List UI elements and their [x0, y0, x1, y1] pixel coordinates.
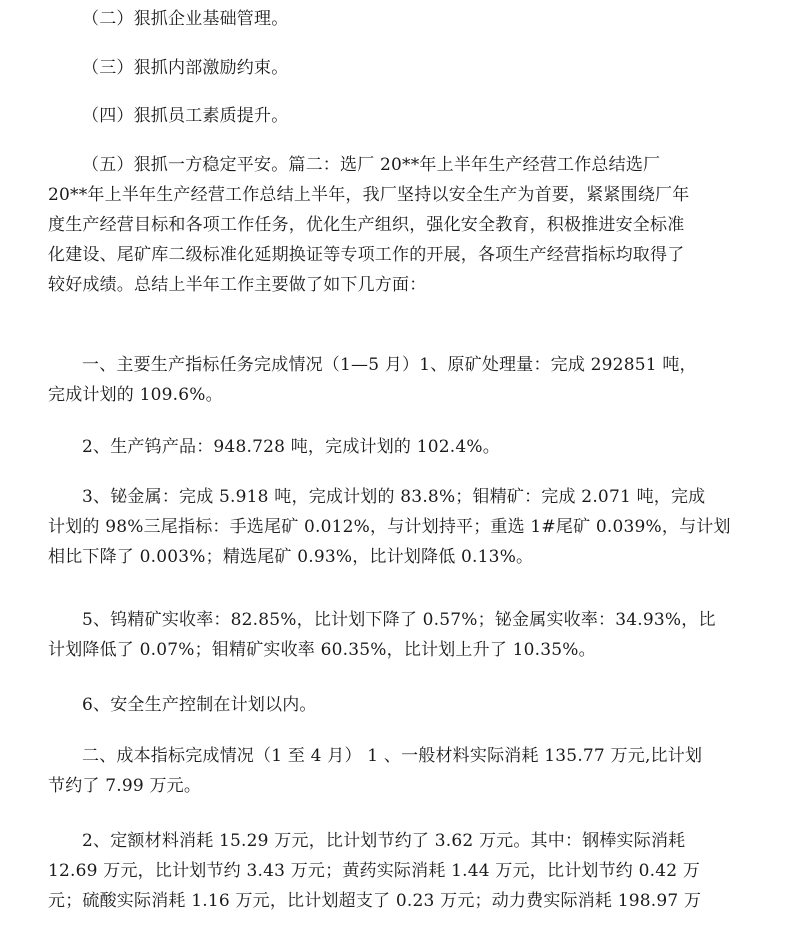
text-line: （四）狠抓员工素质提升。	[82, 106, 289, 126]
text-line: 完成计划的 109.6%。	[48, 385, 223, 405]
paragraph-section-3	[48, 53, 748, 83]
text-line: （三）狠抓内部激励约束。	[82, 58, 289, 78]
paragraph-section-2	[48, 4, 748, 34]
text-line: 5、钨精矿实收率：82.85%，比计划下降了 0.57%；铋金属实收率：34.93%，比	[82, 610, 716, 630]
paragraph-tungsten-output	[48, 432, 748, 462]
text-line: 计划的 98%三尾指标：手选尾矿 0.012%，与计划持平；重选 1#尾矿 0.039%，与计划	[48, 517, 731, 537]
text-line: 3、铋金属：完成 5.918 吨，完成计划的 83.8%；钼精矿：完成 2.071 吨，完成	[82, 487, 706, 507]
text-line: 化建设、尾矿库二级标准化延期换证等专项工作的开展，各项生产经营指标均取得了	[48, 245, 685, 265]
paragraph-cost-targets	[48, 741, 748, 801]
text-line: 2、生产钨产品：948.728 吨，完成计划的 102.4%。	[82, 437, 500, 457]
text-line: 二、成本指标完成情况（1 至 4 月） 1 、一般材料实际消耗 135.77 万元,比计划	[82, 746, 703, 766]
text-line: 度生产经营目标和各项工作任务，优化生产组织，强化安全教育，积极推进安全标准	[48, 215, 685, 235]
text-line: （二）狠抓企业基础管理。	[82, 9, 289, 29]
paragraph-bismuth-molybdenum	[48, 482, 748, 572]
text-line: 相比下降了 0.003%；精选尾矿 0.93%，比计划降低 0.13%。	[48, 547, 534, 567]
text-line: 一、主要生产指标任务完成情况（1—5 月）1、原矿处理量：完成 292851 吨，	[82, 355, 697, 375]
paragraph-safety-control	[48, 690, 748, 720]
text-line: 20**年上半年生产经营工作总结上半年，我厂坚持以安全生产为首要，紧紧围绕厂年	[48, 185, 690, 205]
text-line: 2、定额材料消耗 15.29 万元，比计划节约了 3.62 万元。其中：钢棒实际消耗	[82, 831, 686, 851]
text-line: （五）狠抓一方稳定平安。篇二：选厂 20**年上半年生产经营工作总结选厂	[82, 155, 661, 175]
paragraph-recovery-rates	[48, 605, 748, 665]
text-line: 12.69 万元，比计划节约 3.43 万元；黄药实际消耗 1.44 万元，比计划节约 0.42 万	[48, 861, 701, 881]
text-line: 元；硫酸实际消耗 1.16 万元，比计划超支了 0.23 万元；动力费实际消耗 198.97 万	[48, 891, 702, 911]
text-line: 节约了 7.99 万元。	[48, 776, 202, 796]
paragraph-section-4	[48, 101, 748, 131]
text-line: 6、安全生产控制在计划以内。	[82, 695, 317, 715]
text-line: 较好成绩。总结上半年工作主要做了如下几方面：	[48, 275, 427, 295]
paragraph-section-5-summary-intro	[48, 150, 748, 300]
text-line: 计划降低了 0.07%；钼精矿实收率 60.35%，比计划上升了 10.35%。	[48, 640, 596, 660]
paragraph-material-consumption	[48, 826, 748, 916]
paragraph-production-targets	[48, 350, 748, 410]
